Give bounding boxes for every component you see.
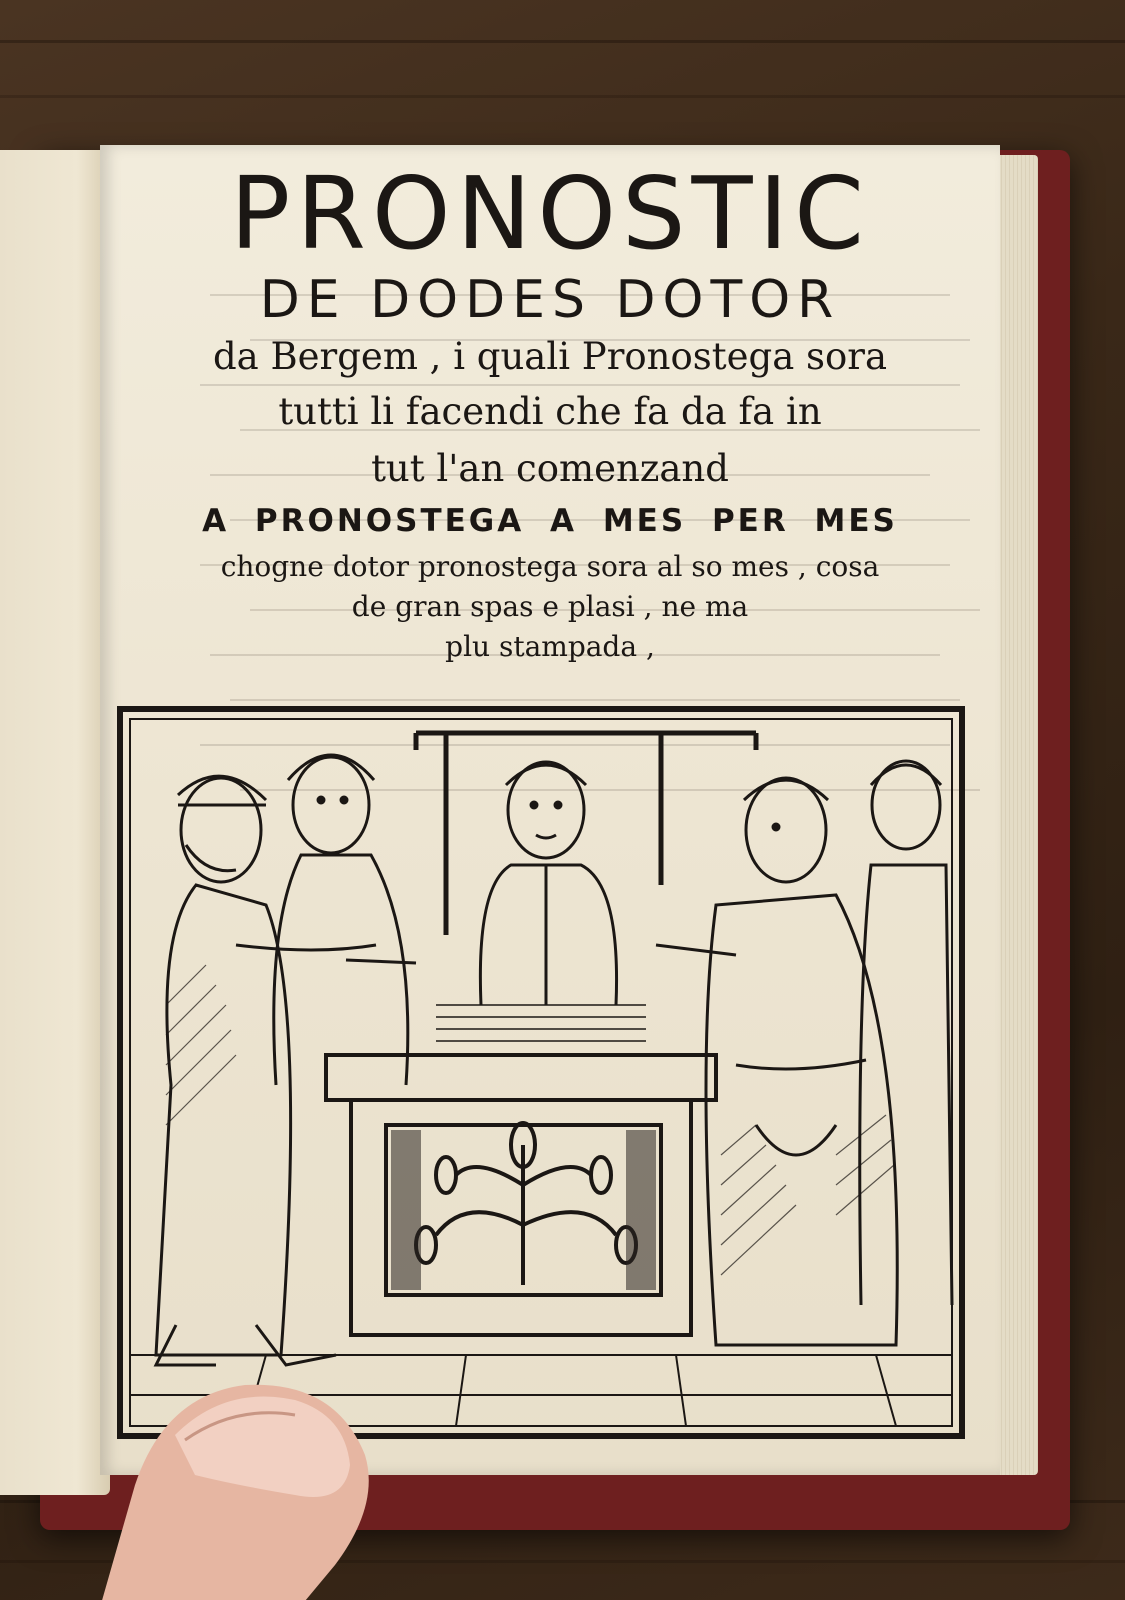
title-page <box>100 145 1000 1475</box>
title-line-7: plu stampada , <box>445 630 655 663</box>
book-title: PRONOSTIC <box>230 155 870 272</box>
book-subtitle: DE DODES DOTOR <box>259 270 841 330</box>
title-line-4: A PRONOSTEGA A MES PER MES <box>202 503 898 539</box>
thumb <box>95 1365 395 1600</box>
title-line-1: da Bergem , i quali Pronostega sora <box>212 335 888 378</box>
wood-grain <box>0 40 1125 43</box>
woodcut-illustration-icon <box>116 705 966 1440</box>
left-page <box>0 150 110 1495</box>
title-line-5: chogne dotor pronostega sora al so mes , cosa <box>220 550 880 583</box>
wood-grain <box>0 95 1125 98</box>
title-line-6: de gran spas e plasi , ne ma <box>351 590 749 623</box>
title-line-2: tutti li facendi che fa da fa in <box>278 390 822 433</box>
title-line-3: tut l'an comenzand <box>371 447 729 490</box>
